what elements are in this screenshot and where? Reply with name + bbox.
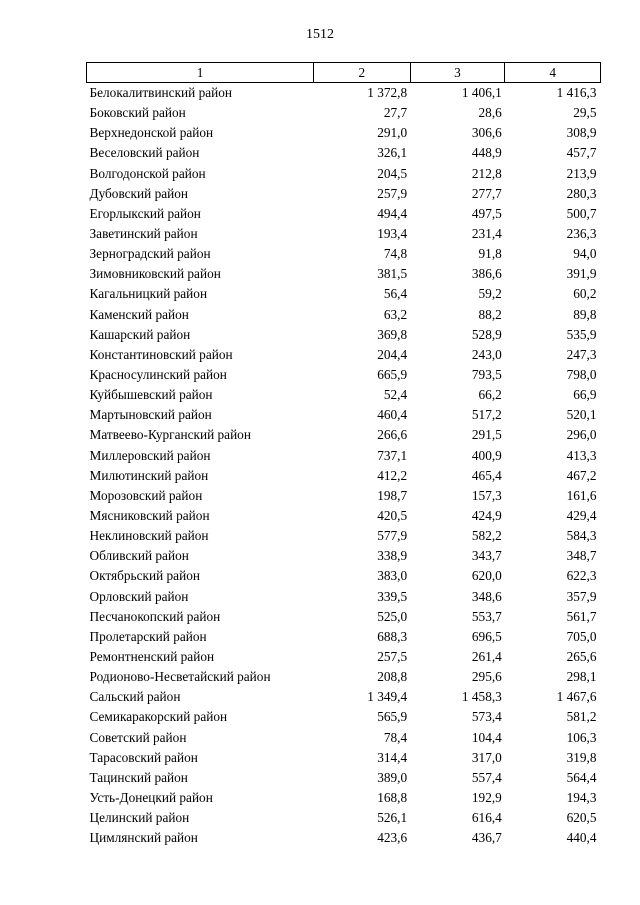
- district-name-cell: Белокалитвинский район: [89, 85, 233, 101]
- value-cell-col3: 582,2: [471, 528, 502, 544]
- district-name-cell: Заветинский район: [89, 226, 198, 242]
- value-cell-col3: 343,7: [471, 548, 502, 564]
- value-cell-col2: 52,4: [383, 387, 408, 403]
- value-cell-col2: 193,4: [377, 226, 408, 242]
- column-header-4: 4: [505, 63, 601, 83]
- value-cell-col3: 317,0: [471, 749, 502, 765]
- value-cell-col4: 319,8: [566, 749, 597, 765]
- value-cell-col2: 526,1: [377, 810, 408, 826]
- value-cell-col4: 581,2: [566, 709, 597, 725]
- value-cell-col3: 517,2: [471, 407, 502, 423]
- value-cell-col3: 192,9: [471, 789, 502, 805]
- value-cell-col3: 557,4: [471, 769, 502, 785]
- district-name-cell: Октябрьский район: [89, 568, 200, 584]
- value-cell-col3: 291,5: [471, 427, 502, 443]
- value-cell-col3: 306,6: [471, 125, 502, 141]
- value-cell-col2: 389,0: [377, 769, 408, 785]
- value-cell-col4: 391,9: [566, 266, 597, 282]
- value-cell-col2: 665,9: [377, 367, 408, 383]
- table-row: [87, 646, 601, 666]
- district-name-cell: Советский район: [89, 729, 187, 745]
- column-header-3: 3: [410, 63, 505, 83]
- district-name-cell: Ремонтненский район: [89, 649, 215, 664]
- value-cell-col4: 265,6: [566, 649, 597, 664]
- value-cell-col2: 339,5: [377, 588, 408, 604]
- district-name-cell: Цимлянский район: [89, 830, 198, 846]
- value-cell-col3: 424,9: [471, 508, 502, 524]
- district-name-cell: Целинский район: [89, 810, 190, 826]
- value-cell-col4: 213,9: [566, 165, 597, 181]
- value-cell-col4: 620,5: [566, 810, 597, 826]
- value-cell-col4: 308,9: [566, 125, 597, 141]
- district-name-cell: Морозовский район: [89, 487, 203, 503]
- table-row: [87, 103, 601, 123]
- value-cell-col2: 56,4: [383, 286, 408, 302]
- value-cell-col4: 535,9: [566, 326, 597, 342]
- value-cell-col4: 440,4: [566, 830, 597, 846]
- value-cell-col4: 89,8: [573, 306, 597, 322]
- table-row: [87, 385, 601, 405]
- table-row: [87, 787, 601, 807]
- table-row: [87, 626, 601, 646]
- table-row: [87, 707, 601, 727]
- column-header-1: 1: [87, 63, 314, 83]
- value-cell-col4: 280,3: [566, 185, 597, 201]
- value-cell-col2: 314,4: [377, 749, 408, 765]
- table-row: [87, 83, 601, 103]
- table-row: [87, 485, 601, 505]
- district-name-cell: Миллеровский район: [89, 447, 211, 463]
- value-cell-col3: 91,8: [478, 246, 502, 262]
- value-cell-col4: 622,3: [566, 568, 597, 584]
- table-row: [87, 586, 601, 606]
- district-name-cell: Константиновский район: [89, 346, 233, 362]
- value-cell-col2: 1 349,4: [367, 689, 408, 705]
- value-cell-col2: 266,6: [377, 427, 408, 443]
- table-row: [87, 183, 601, 203]
- value-cell-col4: 29,5: [573, 105, 597, 121]
- value-cell-col4: 520,1: [566, 407, 597, 423]
- district-name-cell: Зерноградский район: [89, 246, 211, 262]
- value-cell-col4: 500,7: [566, 205, 597, 221]
- value-cell-col2: 383,0: [377, 568, 408, 584]
- value-cell-col4: 561,7: [566, 608, 597, 624]
- value-cell-col4: 457,7: [566, 145, 597, 161]
- value-cell-col3: 295,6: [471, 669, 502, 685]
- value-cell-col4: 564,4: [566, 769, 597, 785]
- value-cell-col2: 577,9: [377, 528, 408, 544]
- value-cell-col3: 573,4: [471, 709, 502, 725]
- district-name-cell: Зимовниковский район: [89, 266, 221, 282]
- table-row: [87, 526, 601, 546]
- value-cell-col3: 212,8: [471, 165, 502, 181]
- value-cell-col4: 584,3: [566, 528, 597, 544]
- district-name-cell: Боковский район: [89, 105, 186, 121]
- district-name-cell: Усть-Донецкий район: [89, 789, 213, 805]
- table-row: [87, 264, 601, 284]
- district-name-cell: Пролетарский район: [89, 628, 207, 644]
- value-cell-col2: 420,5: [377, 508, 408, 524]
- value-cell-col2: 27,7: [383, 105, 408, 121]
- value-cell-col2: 74,8: [383, 246, 408, 262]
- value-cell-col3: 400,9: [471, 447, 502, 463]
- table-row: [87, 747, 601, 767]
- value-cell-col2: 168,8: [377, 789, 408, 805]
- value-cell-col4: 357,9: [566, 588, 597, 604]
- value-cell-col3: 1 458,3: [461, 689, 502, 705]
- district-name-cell: Красносулинский район: [89, 367, 227, 383]
- value-cell-col2: 204,5: [377, 165, 408, 181]
- district-name-cell: Сальский район: [89, 689, 181, 705]
- value-cell-col3: 243,0: [471, 346, 502, 362]
- value-cell-col4: 429,4: [566, 508, 597, 524]
- district-name-cell: Семикаракорский район: [89, 709, 228, 725]
- table-header: [87, 63, 601, 83]
- value-cell-col2: 208,8: [377, 669, 408, 685]
- value-cell-col4: 705,0: [566, 628, 597, 644]
- district-name-cell: Верхнедонской район: [89, 125, 214, 141]
- value-cell-col3: 528,9: [471, 326, 502, 342]
- value-cell-col2: 338,9: [377, 548, 408, 564]
- district-name-cell: Песчанокопский район: [89, 608, 221, 624]
- district-name-cell: Мясниковский район: [89, 508, 210, 524]
- table-row: [87, 667, 601, 687]
- value-cell-col2: 369,8: [377, 326, 408, 342]
- data-table: [86, 62, 601, 848]
- district-name-cell: Тарасовский район: [89, 749, 198, 765]
- district-name-cell: Матвеево-Курганский район: [89, 427, 251, 443]
- value-cell-col4: 60,2: [573, 286, 597, 302]
- value-cell-col3: 348,6: [471, 588, 502, 604]
- table-row: [87, 767, 601, 787]
- value-cell-col4: 1 467,6: [556, 689, 597, 705]
- value-cell-col3: 448,9: [471, 145, 502, 161]
- value-cell-col4: 798,0: [566, 367, 597, 383]
- table-row: [87, 808, 601, 828]
- district-name-cell: Мартыновский район: [89, 407, 212, 423]
- value-cell-col2: 412,2: [377, 467, 408, 483]
- value-cell-col3: 59,2: [478, 286, 502, 302]
- value-cell-col3: 277,7: [471, 185, 502, 201]
- value-cell-col2: 1 372,8: [367, 85, 408, 101]
- district-name-cell: Кагальницкий район: [89, 286, 208, 302]
- district-name-cell: Куйбышевский район: [89, 387, 213, 403]
- value-cell-col2: 326,1: [377, 145, 408, 161]
- value-cell-col4: 161,6: [566, 487, 597, 503]
- table-row: [87, 143, 601, 163]
- value-cell-col3: 157,3: [471, 487, 502, 503]
- value-cell-col3: 793,5: [471, 367, 502, 383]
- value-cell-col3: 497,5: [471, 205, 502, 221]
- value-cell-col3: 88,2: [478, 306, 502, 322]
- value-cell-col3: 1 406,1: [461, 85, 502, 101]
- header-row: [87, 63, 601, 83]
- table-body: [87, 83, 601, 848]
- table-row: [87, 687, 601, 707]
- value-cell-col3: 696,5: [471, 628, 502, 644]
- value-cell-col2: 688,3: [377, 628, 408, 644]
- value-cell-col2: 257,5: [377, 649, 408, 664]
- table-row: [87, 425, 601, 445]
- district-name-cell: Веселовский район: [89, 145, 200, 161]
- value-cell-col3: 465,4: [471, 467, 502, 483]
- table-row: [87, 828, 601, 848]
- district-name-cell: Милютинский район: [89, 467, 209, 483]
- value-cell-col2: 494,4: [377, 205, 408, 221]
- value-cell-col4: 94,0: [573, 246, 597, 262]
- value-cell-col4: 236,3: [566, 226, 597, 242]
- table-row: [87, 203, 601, 223]
- district-name-cell: Кашарский район: [89, 326, 191, 342]
- district-name-cell: Егорлыкский район: [89, 205, 201, 221]
- value-cell-col3: 436,7: [471, 830, 502, 846]
- table-row: [87, 244, 601, 264]
- value-cell-col3: 386,6: [471, 266, 502, 282]
- value-cell-col4: 66,9: [573, 387, 597, 403]
- table-row: [87, 505, 601, 525]
- value-cell-col4: 1 416,3: [556, 85, 597, 101]
- district-name-cell: Обливский район: [89, 548, 189, 564]
- value-cell-col3: 28,6: [478, 105, 502, 121]
- value-cell-col2: 291,0: [377, 125, 408, 141]
- table-row: [87, 364, 601, 384]
- table-row: [87, 284, 601, 304]
- district-name-cell: Тацинский район: [89, 769, 188, 785]
- table-row: [87, 445, 601, 465]
- value-cell-col2: 63,2: [383, 306, 408, 322]
- column-header-2: 2: [314, 63, 411, 83]
- value-cell-col2: 257,9: [377, 185, 408, 201]
- table-row: [87, 546, 601, 566]
- table-row: [87, 405, 601, 425]
- table-row: [87, 566, 601, 586]
- table-row: [87, 304, 601, 324]
- value-cell-col4: 413,3: [566, 447, 597, 463]
- value-cell-col2: 460,4: [377, 407, 408, 423]
- value-cell-col2: 565,9: [377, 709, 408, 725]
- district-name-cell: Каменский район: [89, 306, 189, 322]
- value-cell-col4: 348,7: [566, 548, 597, 564]
- table-row: [87, 344, 601, 364]
- value-cell-col2: 737,1: [377, 447, 408, 463]
- value-cell-col3: 261,4: [471, 649, 502, 664]
- table-row: [87, 223, 601, 243]
- table-row: [87, 727, 601, 747]
- district-name-cell: Волгодонской район: [89, 165, 206, 181]
- value-cell-col2: 204,4: [377, 346, 408, 362]
- page-number: 1512: [306, 27, 334, 42]
- value-cell-col3: 104,4: [471, 729, 502, 745]
- value-cell-col2: 423,6: [377, 830, 408, 846]
- value-cell-col3: 66,2: [478, 387, 502, 403]
- value-cell-col4: 298,1: [566, 669, 597, 685]
- value-cell-col2: 381,5: [377, 266, 408, 282]
- value-cell-col3: 231,4: [471, 226, 502, 242]
- table-row: [87, 324, 601, 344]
- table-row: [87, 465, 601, 485]
- table-row: [87, 123, 601, 143]
- value-cell-col2: 78,4: [383, 729, 408, 745]
- value-cell-col2: 198,7: [377, 487, 408, 503]
- district-name-cell: Родионово-Несветайский район: [89, 669, 271, 685]
- district-name-cell: Дубовский район: [89, 185, 189, 201]
- district-name-cell: Орловский район: [89, 588, 189, 604]
- value-cell-col4: 467,2: [566, 467, 597, 483]
- value-cell-col4: 247,3: [566, 346, 597, 362]
- district-name-cell: Неклиновский район: [89, 528, 209, 544]
- value-cell-col4: 296,0: [566, 427, 597, 443]
- value-cell-col4: 106,3: [566, 729, 597, 745]
- value-cell-col2: 525,0: [377, 608, 408, 624]
- value-cell-col3: 616,4: [471, 810, 502, 826]
- value-cell-col4: 194,3: [566, 789, 597, 805]
- value-cell-col3: 620,0: [471, 568, 502, 584]
- value-cell-col3: 553,7: [471, 608, 502, 624]
- table-row: [87, 606, 601, 626]
- table-row: [87, 163, 601, 183]
